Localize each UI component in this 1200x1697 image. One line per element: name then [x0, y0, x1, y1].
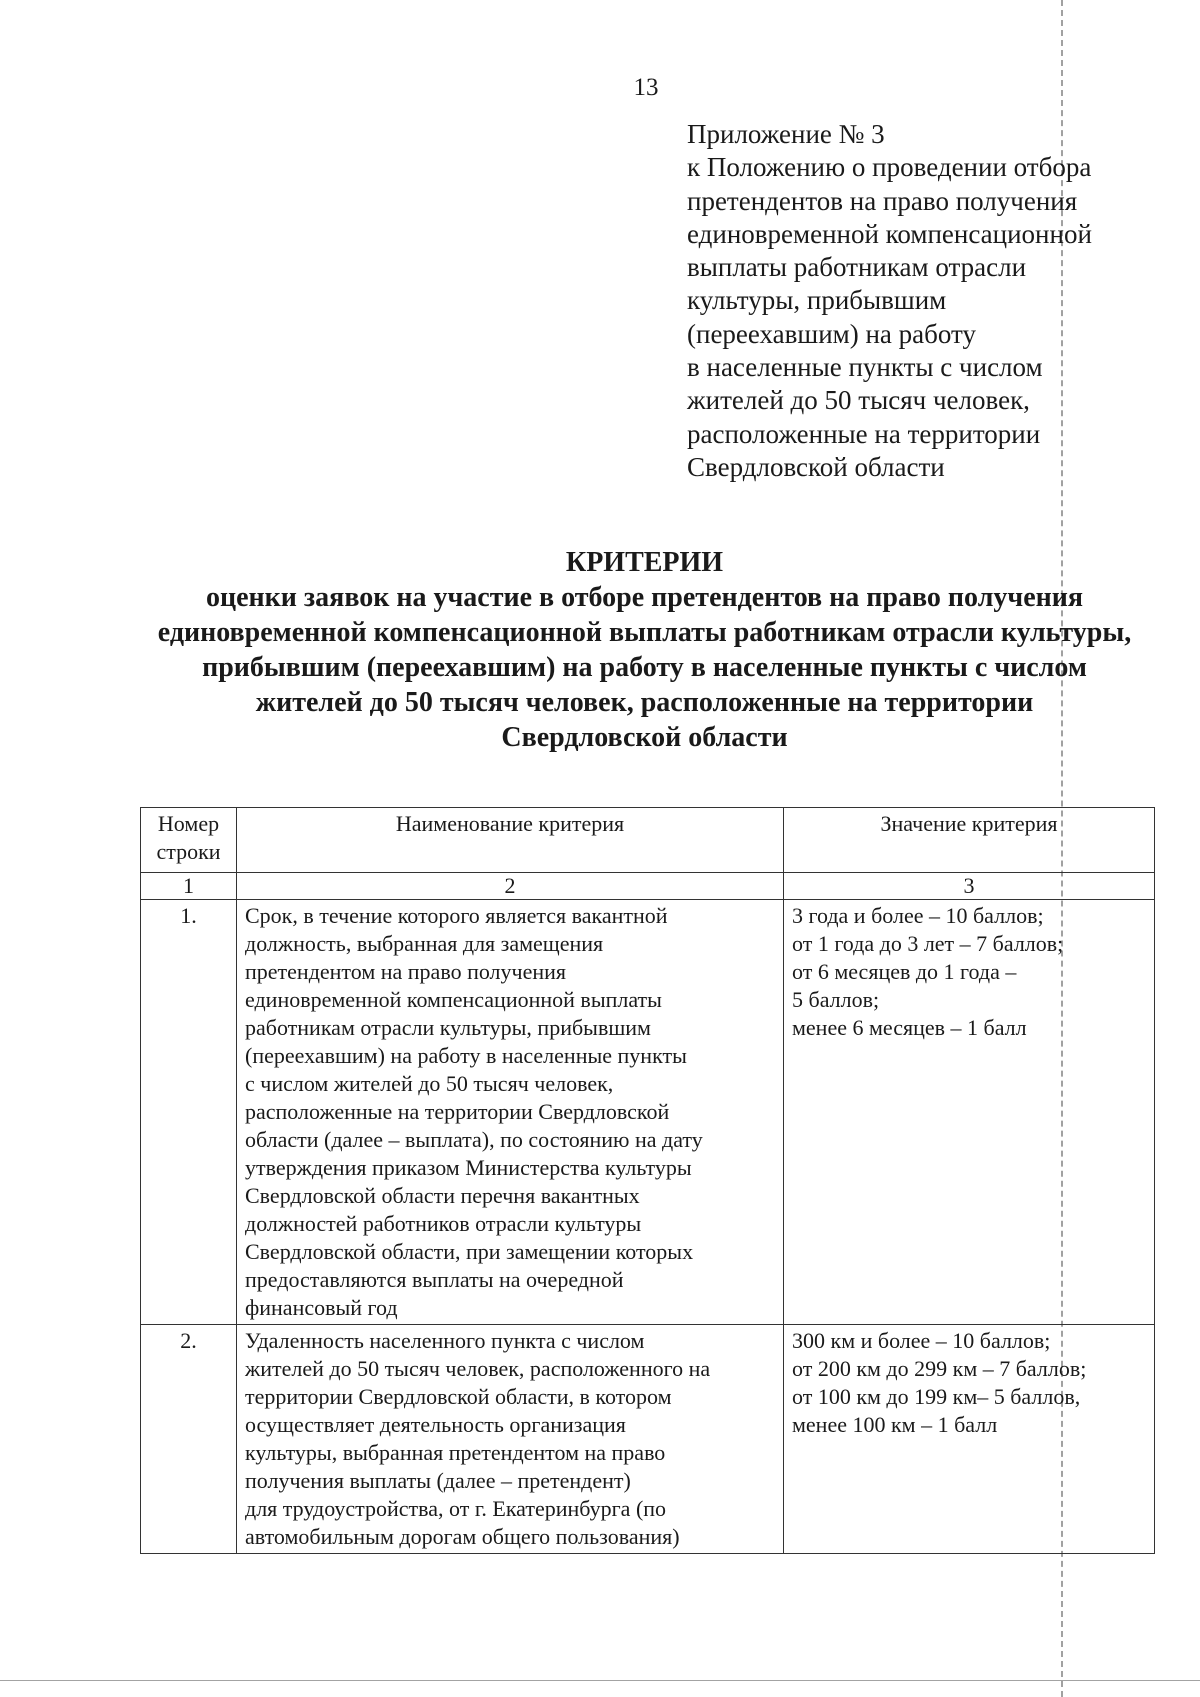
criterion-name-line: жителей до 50 тысяч человек, расположенного на — [245, 1356, 711, 1381]
criterion-name-line: (переехавшим) на работу в населенные пункты — [245, 1043, 687, 1068]
column-number: 1 — [141, 873, 237, 900]
criterion-name-line: предоставляются выплаты на очередной — [245, 1267, 624, 1292]
appendix-line: расположенные на территории — [687, 418, 1041, 449]
header-criterion-name: Наименование критерия — [237, 808, 784, 873]
criterion-name-line: Удаленность населенного пункта с числом — [245, 1328, 645, 1353]
criterion-name-line: должностей работников отрасли культуры — [245, 1211, 642, 1236]
appendix-line: культуры, прибывшим — [687, 285, 947, 316]
criterion-value-line: 5 баллов; — [792, 987, 880, 1012]
column-number: 2 — [237, 873, 784, 900]
criterion-name-line: работникам отрасли культуры, прибывшим — [245, 1015, 651, 1040]
criterion-name-line: утверждения приказом Министерства культуры — [245, 1155, 692, 1180]
criterion-name-line: с числом жителей до 50 тысяч человек, — [245, 1071, 614, 1096]
criterion-name-line: области (далее – выплата), по состоянию на дату — [245, 1127, 703, 1152]
appendix-line: (переехавшим) на работу — [687, 318, 976, 349]
title-line: оценки заявок на участие в отборе претендентов на право получения — [205, 582, 1084, 613]
criterion-name-line: автомобильным дорогам общего пользования) — [245, 1524, 680, 1549]
criterion-name-line: культуры, выбранная претендентом на право — [245, 1440, 666, 1465]
appendix-line: Свердловской области — [687, 451, 945, 482]
document-title — [0, 545, 1200, 755]
title-line: жителей до 50 тысяч человек, расположенные на территории — [255, 687, 1034, 718]
header-row-number: Номер строки — [141, 808, 237, 873]
title-line: Свердловской области — [501, 722, 788, 753]
row-number: 2. — [141, 1325, 237, 1554]
criterion-value-line: менее 6 месяцев – 1 балл — [792, 1015, 1027, 1040]
column-number: 3 — [784, 873, 1155, 900]
title-heading: КРИТЕРИИ — [565, 547, 724, 578]
criterion-value-line: от 100 км до 199 км– 5 баллов, — [792, 1384, 1081, 1409]
appendix-line: претендентов на право получения — [687, 185, 1078, 216]
criterion-value-cell — [784, 1325, 1155, 1554]
appendix-line: выплаты работникам отрасли — [687, 252, 1027, 283]
criterion-name-line: Свердловской области, при замещении которых — [245, 1239, 694, 1264]
header-criterion-value: Значение критерия — [784, 808, 1155, 873]
appendix-line: в населенные пункты с числом — [687, 352, 1043, 383]
appendix-line: Приложение № 3 — [687, 119, 885, 149]
criterion-value-line: от 1 года до 3 лет – 7 баллов; — [792, 931, 1064, 956]
criterion-name-line: должность, выбранная для замещения — [245, 931, 604, 956]
scan-bottom-edge — [0, 1680, 1200, 1681]
criterion-name-line: расположенные на территории Свердловской — [245, 1099, 670, 1124]
table-header-row — [141, 808, 1155, 873]
criterion-name-cell — [237, 1325, 784, 1554]
criterion-value-line: от 200 км до 299 км – 7 баллов; — [792, 1356, 1087, 1381]
row-number: 1. — [141, 900, 237, 1325]
appendix-block — [687, 118, 1127, 484]
appendix-line: жителей до 50 тысяч человек, — [687, 385, 1030, 416]
column-number-row — [141, 873, 1155, 900]
criterion-name-line: территории Свердловской области, в котором — [245, 1384, 672, 1409]
table-row — [141, 1325, 1155, 1554]
criteria-table — [140, 807, 1155, 1554]
title-line: прибывшим (переехавшим) на работу в населенные пункты с числом — [202, 652, 1087, 683]
criterion-value-line: 300 км и более – 10 баллов; — [792, 1328, 1051, 1353]
appendix-line: единовременной компенсационной — [687, 218, 1092, 249]
criterion-name-line: Срок, в течение которого является вакантной — [245, 903, 668, 928]
criterion-name-line: претендентом на право получения — [245, 959, 567, 984]
criterion-name-line: финансовый год — [245, 1295, 398, 1320]
criterion-name-line: для трудоустройства, от г. Екатеринбурга (по — [245, 1496, 667, 1521]
criterion-value-cell — [784, 900, 1155, 1325]
criterion-name-line: получения выплаты (далее – претендент) — [245, 1468, 631, 1493]
appendix-line: к Положению о проведении отбора — [687, 152, 1092, 183]
criterion-name-cell — [237, 900, 784, 1325]
title-line: единовременной компенсационной выплаты работникам отрасли культуры, — [157, 617, 1132, 648]
criterion-value-line: от 6 месяцев до 1 года – — [792, 959, 1017, 984]
criterion-name-line: Свердловской области перечня вакантных — [245, 1183, 640, 1208]
criterion-value-line: менее 100 км – 1 балл — [792, 1412, 998, 1437]
criterion-name-line: осуществляет деятельность организация — [245, 1412, 626, 1437]
criterion-value-line: 3 года и более – 10 баллов; — [792, 903, 1044, 928]
table-row — [141, 900, 1155, 1325]
page-number: 13 — [633, 74, 659, 101]
criterion-name-line: единовременной компенсационной выплаты — [245, 987, 662, 1012]
